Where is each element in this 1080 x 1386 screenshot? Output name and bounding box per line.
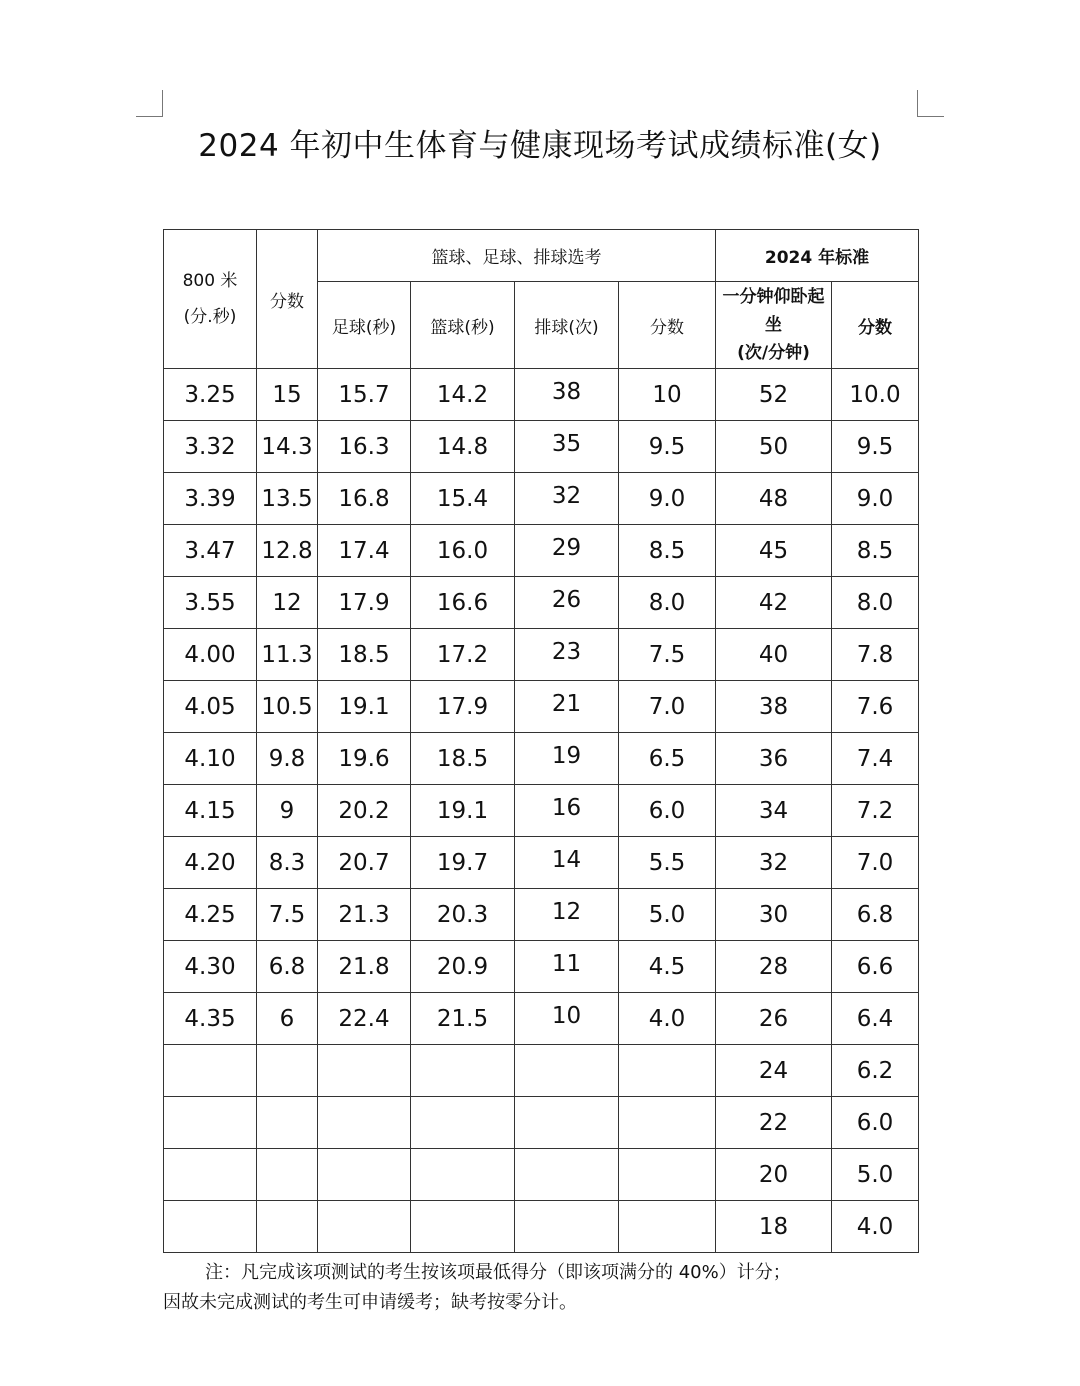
cell-volleyball-value: 19: [551, 742, 582, 769]
cell-situp-score-value: 6.6: [856, 953, 894, 980]
cell-football: [318, 889, 411, 941]
cell-run-score: [257, 993, 318, 1045]
cell-football: [318, 1149, 411, 1201]
cell-basketball: [411, 421, 515, 473]
cell-football-value: 18.5: [338, 641, 390, 668]
cell-football: [318, 1097, 411, 1149]
cell-run-score-value: 8.3: [268, 849, 306, 876]
cell-run-800m-value: 4.00: [184, 641, 236, 668]
cell-run-800m: [164, 993, 257, 1045]
cell-volleyball-value: 12: [551, 898, 582, 925]
table-header-row-1: [164, 230, 919, 282]
cell-situp-score: [832, 473, 919, 525]
cell-football: [318, 421, 411, 473]
cell-volleyball: [515, 369, 619, 421]
cell-football: [318, 473, 411, 525]
cell-situp: [716, 785, 832, 837]
cell-volleyball-value: 26: [551, 586, 582, 613]
cell-situp-score-value: 8.0: [856, 589, 894, 616]
cell-run-score-value: 9: [279, 797, 295, 824]
cell-situp: [716, 993, 832, 1045]
table-row: [164, 1201, 919, 1253]
cell-ball-score: [619, 993, 716, 1045]
cell-situp-score: [832, 889, 919, 941]
cell-run-800m: [164, 1097, 257, 1149]
cell-basketball: [411, 577, 515, 629]
cell-run-score: [257, 1045, 318, 1097]
header-800m-score: 分数: [257, 230, 318, 369]
cell-run-score: [257, 525, 318, 577]
cell-situp-value: 52: [758, 381, 789, 408]
cell-run-score-value: 12.8: [261, 537, 313, 564]
cell-volleyball: [515, 1149, 619, 1201]
cell-run-800m: [164, 733, 257, 785]
cell-run-score-value: 6.8: [268, 953, 306, 980]
cell-basketball-value: 19.1: [436, 797, 489, 824]
footnote-line-1: 注：凡完成该项测试的考生按该项最低得分（即该项满分的 40%）计分；: [205, 1262, 791, 1283]
cell-situp-score-value: 9.0: [856, 485, 894, 512]
cell-football-value: 17.9: [338, 589, 390, 616]
cell-situp-score: [832, 785, 919, 837]
cell-basketball-value: 14.2: [436, 381, 489, 408]
cell-situp-score: [832, 837, 919, 889]
cell-situp-score: [832, 421, 919, 473]
cell-run-800m-value: 3.55: [184, 589, 236, 616]
cell-run-800m-value: 4.20: [184, 849, 236, 876]
cell-situp-score-value: 6.4: [856, 1005, 894, 1032]
cell-situp-score: [832, 733, 919, 785]
cell-basketball: [411, 837, 515, 889]
cell-run-800m-value: 4.30: [184, 953, 236, 980]
cell-ball-score-value: 6.0: [648, 797, 686, 824]
cell-ball-score-value: 6.5: [648, 745, 686, 772]
cell-ball-score-value: 9.0: [648, 485, 686, 512]
table-row: [164, 629, 919, 681]
cell-volleyball-value: 10: [551, 1002, 582, 1029]
cell-volleyball: [515, 941, 619, 993]
cell-football-value: 22.4: [338, 1005, 390, 1032]
cell-run-score: [257, 785, 318, 837]
cell-run-800m-value: 3.25: [184, 381, 236, 408]
cell-situp: [716, 577, 832, 629]
cell-volleyball-value: 32: [551, 482, 582, 509]
page-corner-mark-top-right: [917, 90, 944, 117]
cell-situp-value: 32: [758, 849, 789, 876]
cell-situp-value: 38: [758, 693, 789, 720]
cell-situp-value: 28: [758, 953, 789, 980]
cell-football: [318, 681, 411, 733]
header-situp-unit: (次/分钟): [737, 343, 810, 363]
cell-football: [318, 837, 411, 889]
cell-volleyball: [515, 473, 619, 525]
cell-football: [318, 1045, 411, 1097]
cell-run-800m: [164, 421, 257, 473]
table-row: [164, 941, 919, 993]
cell-basketball: [411, 785, 515, 837]
cell-ball-score: [619, 1097, 716, 1149]
cell-situp: [716, 837, 832, 889]
cell-run-800m: [164, 369, 257, 421]
cell-run-score: [257, 941, 318, 993]
cell-situp-score: [832, 993, 919, 1045]
cell-run-score-value: 13.5: [261, 485, 313, 512]
cell-run-score: [257, 1201, 318, 1253]
cell-situp-value: 48: [758, 485, 789, 512]
cell-situp: [716, 1201, 832, 1253]
cell-ball-score: [619, 785, 716, 837]
cell-basketball: [411, 1045, 515, 1097]
cell-situp: [716, 733, 832, 785]
cell-ball-score: [619, 837, 716, 889]
cell-run-score-value: 10.5: [261, 693, 313, 720]
cell-situp: [716, 1097, 832, 1149]
cell-basketball-value: 16.0: [436, 537, 489, 564]
cell-basketball: [411, 1097, 515, 1149]
cell-football: [318, 993, 411, 1045]
cell-volleyball-value: 38: [551, 378, 582, 405]
cell-situp-score-value: 7.2: [856, 797, 894, 824]
cell-run-800m: [164, 473, 257, 525]
cell-situp-value: 42: [758, 589, 789, 616]
cell-ball-score: [619, 525, 716, 577]
cell-ball-score: [619, 941, 716, 993]
cell-football-value: 21.3: [338, 901, 390, 928]
cell-football: [318, 577, 411, 629]
cell-ball-score: [619, 473, 716, 525]
table-row: [164, 837, 919, 889]
cell-basketball: [411, 681, 515, 733]
cell-run-800m: [164, 681, 257, 733]
cell-ball-score: [619, 1149, 716, 1201]
header-situp-label: 一分钟仰卧起坐: [722, 287, 825, 335]
cell-ball-score: [619, 1201, 716, 1253]
cell-volleyball: [515, 629, 619, 681]
cell-run-800m-value: 3.39: [184, 485, 236, 512]
document-title: 2024 年初中生体育与健康现场考试成绩标准(女): [198, 128, 882, 164]
table-row: [164, 993, 919, 1045]
cell-situp-score-value: 9.5: [856, 433, 894, 460]
cell-situp-score: [832, 577, 919, 629]
cell-ball-score-value: 10: [652, 381, 682, 408]
table-row: [164, 1097, 919, 1149]
cell-situp-score-value: 6.2: [856, 1057, 894, 1084]
cell-situp: [716, 1149, 832, 1201]
footnote-line-2: 因故未完成测试的考生可申请缓考；缺考按零分计。: [163, 1292, 577, 1313]
cell-situp-score: [832, 369, 919, 421]
cell-football: [318, 941, 411, 993]
header-volleyball: 排球(次): [515, 282, 619, 369]
cell-run-score-value: 6: [279, 1005, 295, 1032]
cell-run-800m: [164, 1201, 257, 1253]
header-basketball: 篮球(秒): [411, 282, 515, 369]
table-row: [164, 577, 919, 629]
cell-volleyball: [515, 577, 619, 629]
header-situp: [716, 282, 832, 369]
table-row: [164, 525, 919, 577]
cell-football: [318, 525, 411, 577]
cell-football-value: 15.7: [338, 381, 390, 408]
cell-situp-score-value: 6.8: [856, 901, 894, 928]
cell-situp: [716, 421, 832, 473]
cell-run-800m: [164, 941, 257, 993]
cell-basketball: [411, 733, 515, 785]
cell-basketball-value: 17.2: [436, 641, 489, 668]
cell-volleyball-value: 16: [551, 794, 582, 821]
cell-situp-score: [832, 1045, 919, 1097]
cell-basketball-value: 17.9: [436, 693, 489, 720]
cell-situp-score: [832, 681, 919, 733]
cell-ball-score: [619, 681, 716, 733]
cell-volleyball: [515, 733, 619, 785]
cell-ball-score: [619, 577, 716, 629]
cell-situp-value: 20: [758, 1161, 789, 1188]
header-ball-group: 篮球、足球、排球选考: [318, 230, 716, 282]
cell-ball-score: [619, 889, 716, 941]
cell-basketball-value: 16.6: [436, 589, 489, 616]
cell-volleyball-value: 11: [551, 950, 582, 977]
cell-volleyball: [515, 889, 619, 941]
cell-volleyball: [515, 1045, 619, 1097]
cell-run-score-value: 12: [272, 589, 302, 616]
cell-football-value: 16.3: [338, 433, 390, 460]
header-800m: [164, 230, 257, 369]
header-football: 足球(秒): [318, 282, 411, 369]
cell-run-score: [257, 1097, 318, 1149]
cell-basketball-value: 20.9: [436, 953, 489, 980]
cell-basketball: [411, 993, 515, 1045]
cell-situp-score: [832, 1149, 919, 1201]
cell-ball-score: [619, 733, 716, 785]
cell-basketball: [411, 889, 515, 941]
cell-run-score-value: 7.5: [268, 901, 306, 928]
cell-situp-score-value: 5.0: [856, 1161, 894, 1188]
cell-situp-value: 22: [758, 1109, 789, 1136]
header-situp-score: 分数: [832, 282, 919, 369]
cell-situp: [716, 941, 832, 993]
cell-run-score: [257, 681, 318, 733]
cell-run-score: [257, 369, 318, 421]
cell-run-800m: [164, 785, 257, 837]
cell-ball-score-value: 4.5: [648, 953, 686, 980]
cell-situp: [716, 1045, 832, 1097]
cell-run-score: [257, 629, 318, 681]
cell-situp-value: 36: [758, 745, 789, 772]
cell-volleyball: [515, 525, 619, 577]
cell-basketball-value: 20.3: [436, 901, 489, 928]
cell-situp-score-value: 7.4: [856, 745, 894, 772]
cell-ball-score-value: 9.5: [648, 433, 686, 460]
cell-situp: [716, 629, 832, 681]
cell-run-score-value: 9.8: [268, 745, 306, 772]
cell-situp-score-value: 6.0: [856, 1109, 894, 1136]
cell-basketball: [411, 525, 515, 577]
cell-situp-value: 50: [758, 433, 789, 460]
cell-situp-score: [832, 629, 919, 681]
cell-basketball: [411, 629, 515, 681]
cell-situp-value: 34: [758, 797, 789, 824]
cell-situp-value: 26: [758, 1005, 789, 1032]
cell-football: [318, 1201, 411, 1253]
cell-situp-score-value: 7.0: [856, 849, 894, 876]
cell-football: [318, 733, 411, 785]
cell-volleyball-value: 23: [551, 638, 582, 665]
cell-situp-score: [832, 941, 919, 993]
cell-football-value: 19.6: [338, 745, 390, 772]
cell-football-value: 20.7: [338, 849, 390, 876]
footnote: [163, 1258, 923, 1318]
cell-run-800m: [164, 1045, 257, 1097]
cell-football: [318, 629, 411, 681]
cell-situp: [716, 473, 832, 525]
cell-volleyball: [515, 993, 619, 1045]
table-row: [164, 1045, 919, 1097]
cell-ball-score-value: 8.0: [648, 589, 686, 616]
header-ball-score: 分数: [619, 282, 716, 369]
cell-basketball-value: 21.5: [436, 1005, 489, 1032]
cell-basketball-value: 15.4: [436, 485, 489, 512]
cell-football-value: 20.2: [338, 797, 390, 824]
cell-basketball: [411, 1201, 515, 1253]
header-800m-unit: (分.秒): [183, 307, 237, 327]
cell-ball-score: [619, 421, 716, 473]
table-row: [164, 421, 919, 473]
cell-run-800m: [164, 837, 257, 889]
cell-ball-score-value: 7.5: [648, 641, 686, 668]
cell-situp-score: [832, 525, 919, 577]
table-row: [164, 1149, 919, 1201]
header-2024-standard: 2024 年标准: [716, 230, 919, 282]
cell-ball-score-value: 5.0: [648, 901, 686, 928]
cell-situp-score-value: 4.0: [856, 1213, 894, 1240]
cell-basketball: [411, 1149, 515, 1201]
cell-run-800m-value: 4.10: [184, 745, 236, 772]
cell-run-score-value: 11.3: [261, 641, 313, 668]
cell-basketball-value: 14.8: [436, 433, 489, 460]
cell-run-score: [257, 577, 318, 629]
cell-volleyball-value: 21: [551, 690, 582, 717]
cell-football: [318, 369, 411, 421]
cell-volleyball-value: 14: [551, 846, 582, 873]
cell-football: [318, 785, 411, 837]
cell-volleyball: [515, 785, 619, 837]
cell-football-value: 16.8: [338, 485, 390, 512]
cell-volleyball-value: 35: [551, 430, 582, 457]
table-row: [164, 733, 919, 785]
cell-situp-score-value: 7.8: [856, 641, 894, 668]
cell-run-800m: [164, 525, 257, 577]
cell-ball-score: [619, 629, 716, 681]
cell-basketball-value: 18.5: [436, 745, 489, 772]
cell-football-value: 17.4: [338, 537, 390, 564]
cell-ball-score: [619, 369, 716, 421]
cell-basketball: [411, 941, 515, 993]
cell-ball-score-value: 7.0: [648, 693, 686, 720]
cell-situp-value: 45: [758, 537, 789, 564]
cell-football-value: 21.8: [338, 953, 390, 980]
table-row: [164, 889, 919, 941]
cell-run-score: [257, 733, 318, 785]
page-corner-mark-top-left: [136, 90, 163, 117]
cell-situp-score-value: 10.0: [849, 381, 901, 408]
cell-basketball: [411, 473, 515, 525]
score-standard-table: [163, 229, 919, 1253]
cell-ball-score: [619, 1045, 716, 1097]
table-row: [164, 473, 919, 525]
cell-situp-score: [832, 1201, 919, 1253]
cell-situp-score-value: 8.5: [856, 537, 894, 564]
cell-situp: [716, 889, 832, 941]
cell-volleyball: [515, 681, 619, 733]
cell-ball-score-value: 4.0: [648, 1005, 686, 1032]
cell-run-800m-value: 3.32: [184, 433, 236, 460]
cell-run-800m: [164, 629, 257, 681]
cell-situp-value: 40: [758, 641, 789, 668]
cell-situp-score-value: 7.6: [856, 693, 894, 720]
cell-situp: [716, 369, 832, 421]
cell-run-score-value: 15: [272, 381, 302, 408]
cell-situp-value: 18: [758, 1213, 789, 1240]
cell-football-value: 19.1: [338, 693, 390, 720]
cell-run-800m-value: 3.47: [184, 537, 236, 564]
cell-ball-score-value: 8.5: [648, 537, 686, 564]
table-body: [164, 369, 919, 1253]
cell-volleyball: [515, 837, 619, 889]
cell-situp: [716, 525, 832, 577]
cell-basketball: [411, 369, 515, 421]
cell-run-score: [257, 837, 318, 889]
cell-volleyball-value: 29: [551, 534, 582, 561]
cell-situp: [716, 681, 832, 733]
cell-run-score: [257, 1149, 318, 1201]
cell-run-score: [257, 421, 318, 473]
cell-run-800m: [164, 1149, 257, 1201]
cell-volleyball: [515, 1201, 619, 1253]
cell-run-800m: [164, 889, 257, 941]
cell-run-800m-value: 4.25: [184, 901, 236, 928]
cell-basketball-value: 19.7: [436, 849, 489, 876]
cell-run-score-value: 14.3: [261, 433, 313, 460]
cell-run-800m: [164, 577, 257, 629]
cell-run-800m-value: 4.15: [184, 797, 236, 824]
table-row: [164, 681, 919, 733]
cell-situp-value: 24: [758, 1057, 789, 1084]
cell-ball-score-value: 5.5: [648, 849, 686, 876]
cell-situp-value: 30: [758, 901, 789, 928]
header-800m-label: 800 米: [182, 271, 238, 291]
cell-run-score: [257, 889, 318, 941]
cell-run-score: [257, 473, 318, 525]
cell-situp-score: [832, 1097, 919, 1149]
table-row: [164, 369, 919, 421]
cell-run-800m-value: 4.05: [184, 693, 236, 720]
cell-volleyball: [515, 1097, 619, 1149]
cell-volleyball: [515, 421, 619, 473]
cell-run-800m-value: 4.35: [184, 1005, 236, 1032]
table-row: [164, 785, 919, 837]
